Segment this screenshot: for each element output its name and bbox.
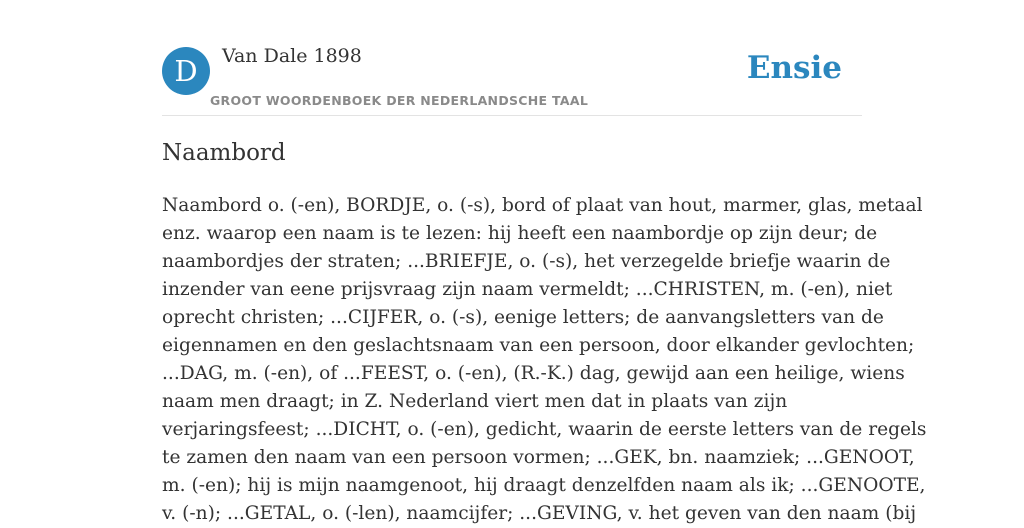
definition-line: ...DAG, m. (-en), of ...FEEST, o. (-en), (R.-K.) dag, gewijd aan een heilige, wiens xyxy=(162,363,905,384)
definition-line: v. (-n); ...GETAL, o. (-len), naamcijfer; ...GEVING, v. het geven van den naam (bij xyxy=(162,503,917,524)
dictionary-subtitle: GROOT WOORDENBOEK DER NEDERLANDSCHE TAAL xyxy=(210,93,589,108)
definition-line: m. (-en); hij is mijn naamgenoot, hij draagt denzelfden naam als ik; ...GENOOTE, xyxy=(162,475,926,496)
dictionary-logo[interactable]: D xyxy=(162,47,210,95)
definition-line: naam men draagt; in Z. Nederland viert men dat in plaats van zijn xyxy=(162,391,788,412)
definition-line: Naambord o. (-en), BORDJE, o. (-s), bord of plaat van hout, marmer, glas, metaal xyxy=(162,195,923,216)
entry-definition xyxy=(162,192,927,528)
definition-line: eigennamen en den geslachtsnaam van een persoon, door elkander gevlochten; xyxy=(162,335,915,356)
definition-line: oprecht christen; ...CIJFER, o. (-s), eenige letters; de aanvangsletters van de xyxy=(162,307,884,328)
ensie-logo[interactable]: Ensie xyxy=(746,50,842,86)
definition-line: inzender van eene prijsvraag zijn naam vermeldt; ...CHRISTEN, m. (-en), niet xyxy=(162,279,893,300)
entry-title: Naambord xyxy=(162,140,286,166)
definition-line: verjaringsfeest; ...DICHT, o. (-en), gedicht, waarin de eerste letters van de regels xyxy=(162,419,927,440)
dictionary-title[interactable]: Van Dale 1898 xyxy=(222,45,362,67)
site-header xyxy=(162,0,862,116)
definition-line: naambordjes der straten; ...BRIEFJE, o. (-s), het verzegelde briefje waarin de xyxy=(162,251,891,272)
definition-line: enz. waarop een naam is te lezen: hij heeft een naambordje op zijn deur; de xyxy=(162,223,878,244)
definition-line: te zamen den naam van een persoon vormen; ...GEK, bn. naamziek; ...GENOOT, xyxy=(162,447,915,468)
